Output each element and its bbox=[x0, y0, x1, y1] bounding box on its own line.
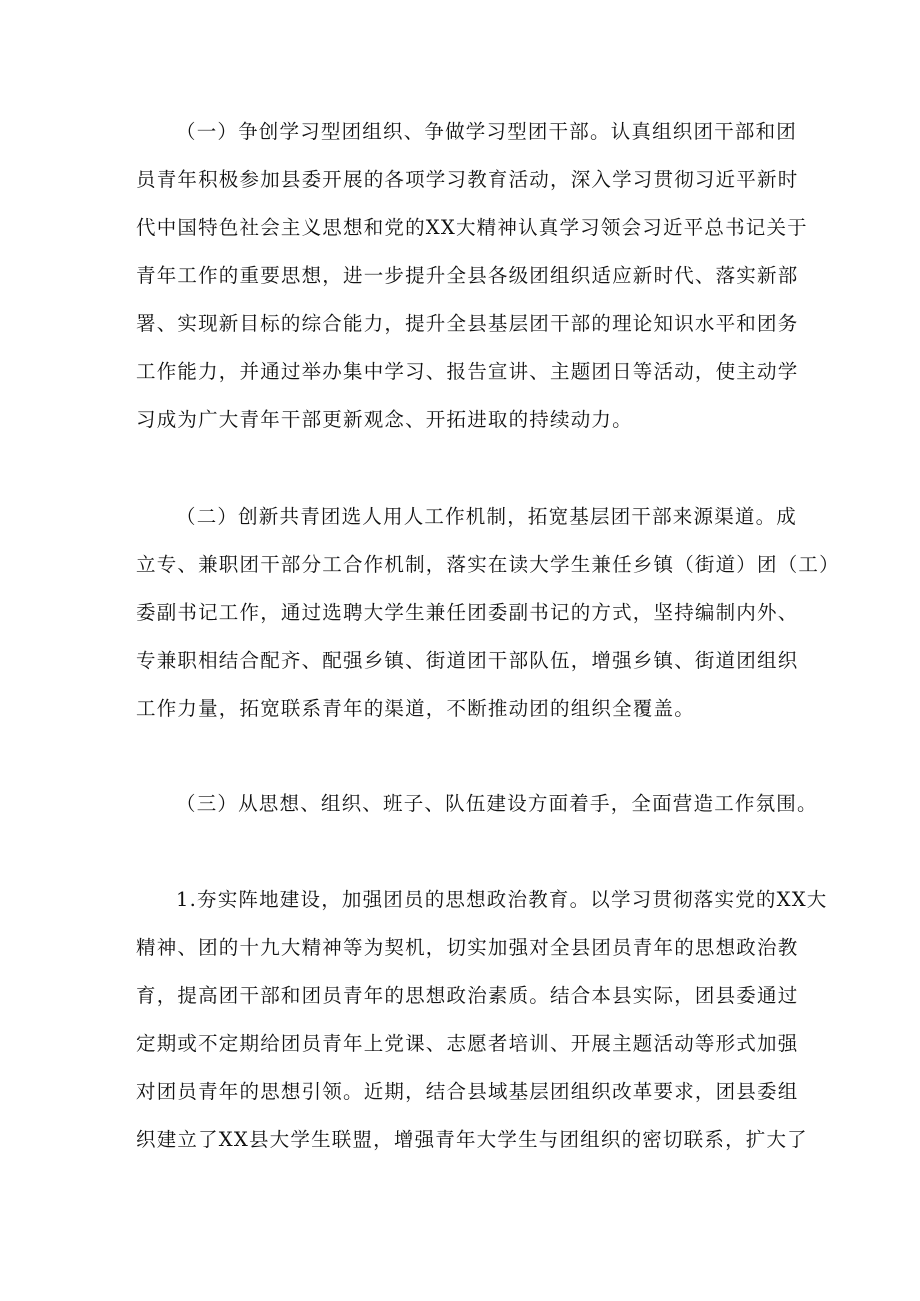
text-line: 精神、团的十九大精神等为契机，切实加强对全县团员青年的思想政治教 bbox=[136, 936, 799, 959]
text-line: 定期或不定期给团员青年上党课、志愿者培训、开展主题活动等形式加强 bbox=[136, 1032, 799, 1055]
text-line: 署、实现新目标的综合能力，提升全县基层团干部的理论知识水平和团务 bbox=[136, 312, 799, 335]
text-line: 青年工作的重要思想，进一步提升全县各级团组织适应新时代、落实新部 bbox=[136, 264, 799, 287]
paragraph-2-cadre-mechanism bbox=[136, 493, 840, 733]
text-line: 工作力量，拓宽联系青年的渠道，不断推动团的组织全覆盖。 bbox=[136, 697, 695, 720]
text-line: 1.夯实阵地建设，加强团员的思想政治教育。以学习贯彻落实党的XX大 bbox=[176, 888, 828, 911]
text-line: 专兼职相结合配齐、配强乡镇、街道团干部队伍，增强乡镇、街道团组织 bbox=[136, 649, 799, 672]
text-line: 对团员青年的思想引领。近期，结合县域基层团组织改革要求，团县委组 bbox=[136, 1080, 799, 1103]
text-line: （二）创新共青团选人用人工作机制，拓宽基层团干部来源渠道。成 bbox=[176, 505, 798, 528]
text-line: 工作能力，并通过举办集中学习、报告宣讲、主题团日等活动，使主动学 bbox=[136, 360, 799, 383]
text-line: 立专、兼职团干部分工合作机制，落实在读大学生兼任乡镇（街道）团（工） bbox=[136, 553, 840, 576]
text-line: 织建立了XX县大学生联盟，增强青年大学生与团组织的密切联系，扩大了 bbox=[136, 1128, 808, 1151]
text-line: 员青年积极参加县委开展的各项学习教育活动，深入学习贯彻习近平新时 bbox=[136, 168, 799, 191]
paragraph-3-section-heading bbox=[136, 780, 816, 828]
paragraph-4-position-building bbox=[136, 876, 828, 1164]
text-line: （一）争创学习型团组织、争做学习型团干部。认真组织团干部和团 bbox=[176, 120, 798, 143]
text-line: 代中国特色社会主义思想和党的XX大精神认真学习领会习近平总书记关于 bbox=[136, 216, 808, 239]
text-line: （三）从思想、组织、班子、队伍建设方面着手，全面营造工作氛围。 bbox=[176, 792, 818, 815]
paragraph-1-study-organization bbox=[136, 108, 816, 444]
text-line: 育，提高团干部和团员青年的思想政治素质。结合本县实际，团县委通过 bbox=[136, 984, 799, 1007]
text-line: 习成为广大青年干部更新观念、开拓进取的持续动力。 bbox=[136, 408, 633, 431]
text-line: 委副书记工作，通过选聘大学生兼任团委副书记的方式，坚持编制内外、 bbox=[136, 601, 799, 624]
